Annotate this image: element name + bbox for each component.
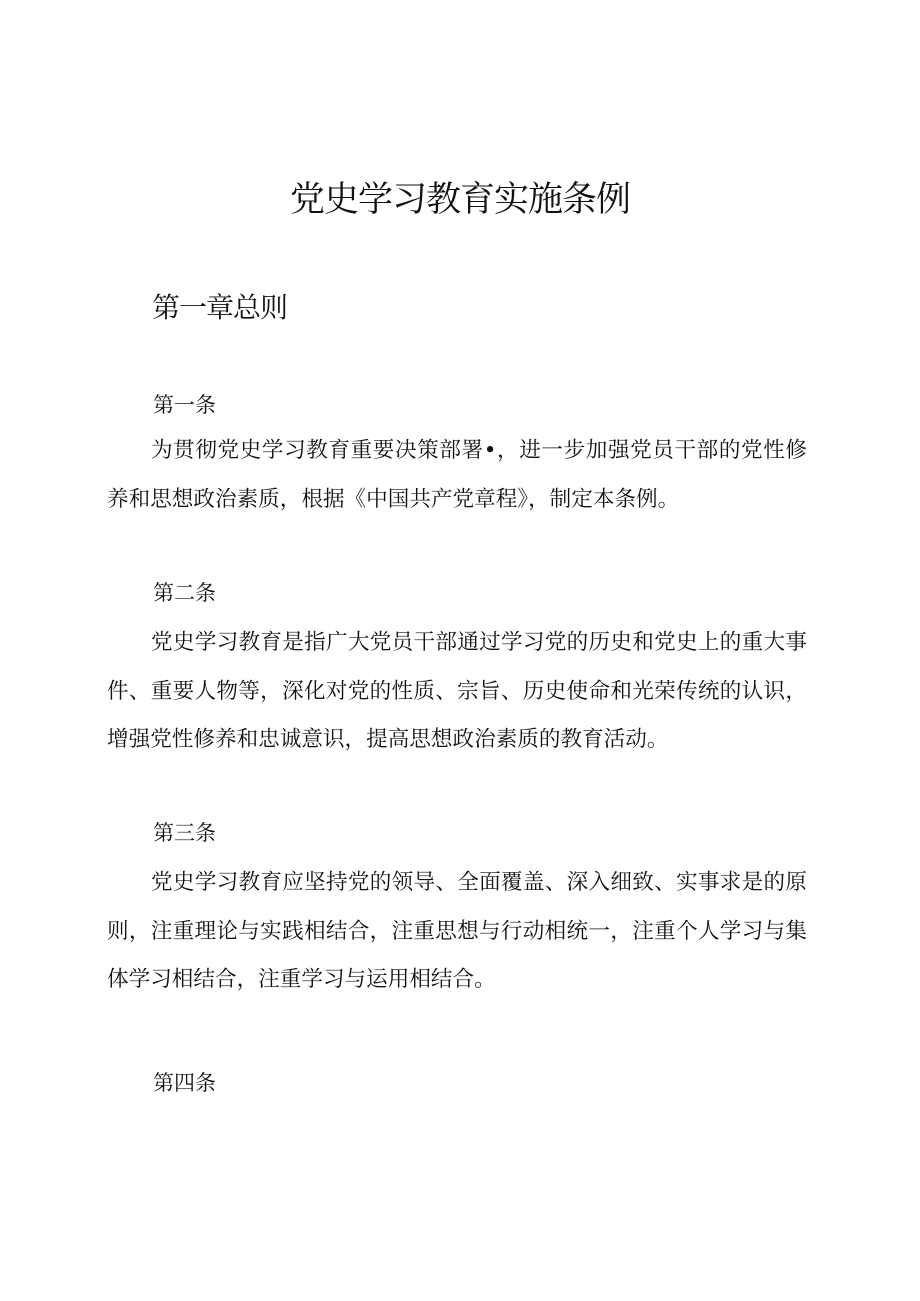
article-4-label: 第四条 [153, 1071, 216, 1095]
article-3-label: 第三条 [153, 821, 216, 845]
document-title: 党史学习教育实施条例 [289, 180, 630, 220]
article-2-label: 第二条 [153, 581, 216, 605]
chapter-title: 第一章总则 [152, 291, 288, 324]
article-2-body: 党史学习教育是指广大党员干部通过学习党的历史和党史上的重大事件、重要人物等，深化对党的性质、宗旨、历史使命和光荣传统的认识，增强党性修养和忠诚意识，提高思想政治素质的教育活动。 [107, 630, 807, 752]
article-1-label: 第一条 [153, 393, 216, 417]
article-1-body: 为贯彻党史学习教育重要决策部署•，进一步加强党员干部的党性修养和思想政治素质，根据《中国共产党章程》，制定本条例。 [107, 438, 807, 512]
article-3-body: 党史学习教育应坚持党的领导、全面覆盖、深入细致、实事求是的原则，注重理论与实践相结合，注重思想与行动相统一，注重个人学习与集体学习相结合，注重学习与运用相结合。 [107, 870, 807, 992]
